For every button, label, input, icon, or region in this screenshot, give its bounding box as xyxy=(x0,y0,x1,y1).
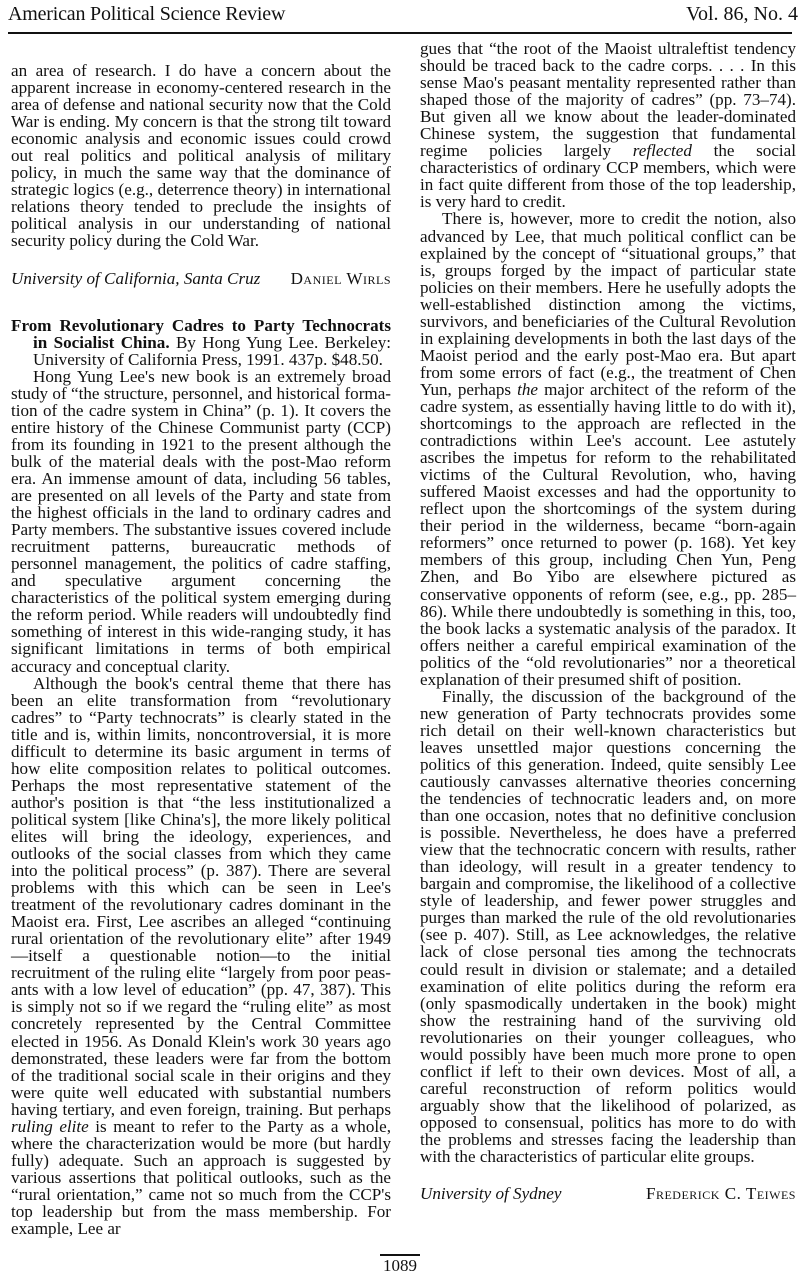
text-span: There is, however, more to credit the notion, also advanced by Lee, that much political conflict can be explained by the concept of “situational groups,” that is, groups forged by the impact of particular state policies on their members. Here he usefully adopts the well-established distinction among the victims, survivors, and beneficiaries of the Cultural Revolution in explaining developments in both the last days of the Maoist period and the early post-Mao era. But apart from some errors of fact (e.g., the treatment of Chen Yun, perhaps xyxy=(420,209,796,399)
reviewer-affiliation: University of California, Santa Cruz xyxy=(11,268,261,288)
journal-title: American Political Science Review xyxy=(8,3,286,25)
running-header xyxy=(8,0,798,34)
text-span: the social characteristics of ordinary CCP members, which were in fact quite different from those of the top leadership, is very hard to credit. xyxy=(420,141,796,212)
book-citation: By Hong Yung Lee. Berkeley: University of California Press, 1991. 437p. $48.50. xyxy=(33,332,391,369)
book-review-heading xyxy=(11,317,391,368)
text-span: major architect of the reform of the cadre system, as essentially having little to do with it), shortcomings to the approach are reflected in the contradictions within Lee's account. Lee astutely ascribes the impetus for reform to the rehabilitated victims of the Cultural Revolution, who, having suffered Maoist excesses and had the opportunity to reflect upon the shortcomings of the system during their period in the wilderness, became “born-again reformers” once returned to power (p. 168). Yet key members of this group, including Chen Yun, Peng Zhen, and Bo Yibo are elsewhere pictured as conservative opponents of reform (see, e.g., pp. 285–86). While there undoubtedly is something in this, too, the book lacks a systematic analysis of the paradox. It offers neither a careful empirical examination of the politics of the “old revolutionaries” nor a theoretical explanation of their presumed shift of position. xyxy=(420,379,796,689)
text-span: is meant to refer to the Party as a whole, where the characterization would be more (but hardly fully) adequate. Such an approach is suggested by various assertions that political outlooks, such as the “rural orientation,” came not so much from the CCP's top leadership but from the mass membership. For example, Lee ar xyxy=(11,1116,391,1239)
page-number: 1089 xyxy=(383,1256,417,1275)
reviewer-affiliation: University of Sydney xyxy=(420,1184,562,1204)
review-paragraph-2-continued xyxy=(420,40,796,210)
review-signature xyxy=(420,1185,796,1202)
previous-review-signature xyxy=(11,270,391,287)
emphasis-text: ruling elite xyxy=(11,1116,89,1136)
text-span: Although the book's central theme that there has been an elite transformation from “revolutionary cadres” to “Party technocrats” is clearly stated in the title and is, within limits, noncontroversial, it is more difficult to determine its basic argument in terms of how elite composition relates to political outcomes. Perhaps the most representative statement of the author's position is that “the less institutionalized a political system [like China's], the more likely political elites will bring the ideology, experiences, and outlooks of the social classes from which they came into the political process” (p. 387). There are several problems with this which can be seen in Lee's treatment of the revolutionary cadres dominant in the Maoist era. First, Lee ascribes an alleged “continuing rural orientation of the revolutionary elite” after 1949—itself a questionable notion—to the initial recruitment of the ruling elite “largely from poor peasants with a low level of education” (pp. 47, 387). This is simply not so if we regard the “ruling elite” as most concretely represented by the Central Committee elected in 1956. As Donald Klein's work 30 years ago demonstrated, these leaders were far from the bottom of the traditional social scale in their origins and they were quite well educated with substantial numbers having tertiary, and even foreign, training. But perhaps xyxy=(11,673,391,1119)
text-span: gues that “the root of the Maoist ultraleftist tendency should be traced back to the cadre corps. . . . In this sense Mao's peasant mentality represented rather than shaped those of the majority of cadres” (pp. 73–74). But given all we know about the leader-dominated Chinese system, the suggestion that fundamental regime policies largely xyxy=(420,39,796,161)
book-title: From Revolutionary Cadres to Party Technocrats in Socialist China. xyxy=(11,315,391,352)
review-paragraph-1: Hong Yung Lee's new book is an extremely broad study of “the structure, personnel, and historical formation of the cadre system in China” (p. 1). It covers the entire history of the Chinese Communist party (CCP) from its founding in 1921 to the present although the bulk of the material deals with the post-Mao reform era. An immense amount of data, including 56 tables, are presented on all levels of the Party and state from the highest officials in the land to ordinary cadres and Party members. The substantive issues covered include recruitment patterns, bureaucratic methods of personnel management, the politics of cadre staffing, and speculative argument concerning the characteristics of the political system emerging during the reform period. While readers will undoubtedly find something of interest in this wide-ranging study, it has significant limitations in terms of both empirical accuracy and conceptual clarity. xyxy=(11,366,391,676)
left-column xyxy=(11,62,391,1237)
volume-issue: Vol. 86, No. 4 xyxy=(686,3,798,25)
reviewer-name: Frederick C. Teiwes xyxy=(645,1184,796,1204)
previous-review-ending: an area of research. I do have a concern about the apparent increase in economy-centered research in the area of defense and national security now that the Cold War is ending. My concern is that the strong tilt toward economic analysis and economic issues could crowd out real politics and political analysis of military policy, in much the same way that the dominance of strategic logics (e.g., deterrence theory) in international relations theory tended to preclude the insights of political analysis in our understanding of national security policy during the Cold War. xyxy=(11,61,391,251)
review-paragraph-2 xyxy=(11,675,391,1238)
reviewer-name: Daniel Wirls xyxy=(290,268,391,288)
emphasis-text: the xyxy=(517,379,539,399)
review-paragraph-4: Finally, the discussion of the background of the new generation of Party technocrats provides some rich detail on their well-known characteristics but leaves unsettled major questions concerning the politics of this generation. Indeed, quite sensibly Lee cautiously canvasses alternative theories concerning the tendencies of technocratic leaders and, on more than one occasion, notes that no definitive conclusion is possible. Nevertheless, he does have a preferred view that the technocratic concern with results, rather than ideology, will result in a greater tendency to bargain and compromise, the likelihood of a collective style of leadership, and fewer power struggles and purges than marked the rule of the old revolutionaries (see p. 407). Still, as Lee acknowledges, the relative lack of close personal ties among the technocrats could result in division or stalemate; and a detailed examination of elite politics during the reform era (only spasmodically undertaken in the book) might show the restraining hand of the surviving old revolutionaries on their younger colleagues, who would possibly have been much more prone to open conflict if left to their own devices. Most of all, a careful reconstruction of reform politics would arguably show that the likelihood of polarized, as opposed to consensual, politics has more to do with the problems and stresses facing the leadership than with the characteristics of particular elite groups. xyxy=(420,686,796,1167)
right-column xyxy=(420,40,796,1232)
review-paragraph-3 xyxy=(420,210,796,687)
emphasis-text: reflected xyxy=(632,141,692,161)
